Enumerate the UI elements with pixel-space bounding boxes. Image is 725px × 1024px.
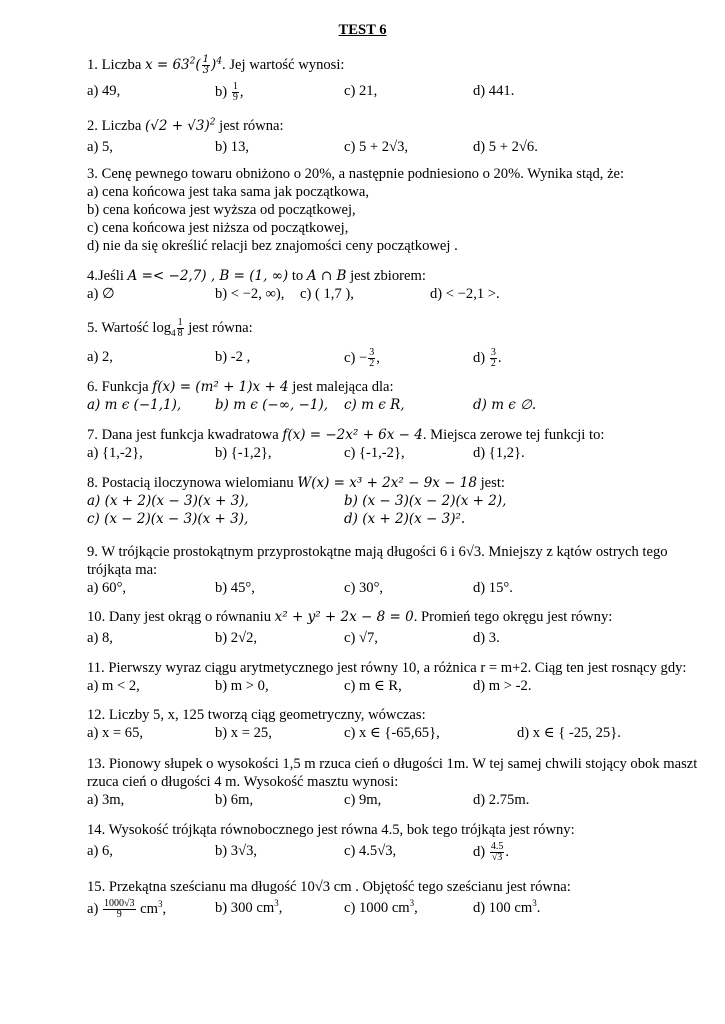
option-b: b) < −2, ∞),: [215, 286, 285, 302]
option-a: a) 3m,: [87, 792, 125, 808]
option-c: c) 4.5√3,: [344, 843, 397, 859]
option-d: d) (x + 2)(x − 3)².: [344, 511, 466, 527]
option-c: c) 30°,: [344, 580, 384, 596]
question-15-options: [87, 899, 687, 923]
question-8-options-ab: [87, 492, 687, 510]
question-13: [87, 755, 698, 809]
option-c: c) − $\frac{3}{2}$ ,: [344, 346, 380, 369]
option-d: d) nie da się określić relacji bez znajomości ceny początkowej .: [87, 238, 458, 254]
option-a: a) 6,: [87, 843, 113, 859]
question-2-stem: 2. Liczba $(√2 + √3)^2$ jest równa:: [87, 117, 284, 134]
option-b: b) m ϵ (−∞, −1),: [215, 397, 329, 413]
question-2-options: [87, 138, 687, 156]
option-b: b) -2 ,: [215, 348, 251, 365]
question-14-stem: 14. Wysokość trójkąta równobocznego jest równa 4.5, bok tego trójkąta jest równy:: [87, 822, 575, 838]
option-a: a) m < 2,: [87, 678, 140, 694]
question-8-options-cd: [87, 510, 687, 528]
option-d: d) 3.: [473, 630, 500, 646]
question-15-stem: 15. Przekątna sześcianu ma długość 10√3 cm . Objętość tego sześcianu jest równa:: [87, 879, 571, 895]
option-a: a) cena końcowa jest taka sama jak początkowa,: [87, 184, 370, 200]
option-d: d) 100 $cm^3$.: [473, 898, 541, 916]
question-6-options: [87, 396, 687, 414]
option-a: a) 49,: [87, 83, 121, 99]
question-5-options: [87, 348, 687, 372]
option-b: b) (x − 3)(x − 2)(x + 2),: [344, 493, 507, 509]
option-c: c) √7,: [344, 630, 378, 646]
question-12: [87, 706, 687, 742]
option-a: a) m ϵ (−1,1),: [87, 397, 182, 413]
question-7: [87, 426, 687, 462]
question-2: [87, 117, 687, 156]
question-3-stem: 3. Cenę pewnego towaru obniżono o 20%, a następnie podniesiono o 20%. Wynika stąd, że:: [87, 166, 625, 182]
question-4-stem: 4.Jeśli A =< −2,7) , B = (1, ∞) to A ∩ B jest zbiorem:: [87, 268, 426, 284]
option-a: a) x = 65,: [87, 725, 144, 741]
option-a: a) ∅: [87, 286, 115, 302]
option-b: b) 2√2,: [215, 630, 258, 646]
question-15: [87, 878, 687, 923]
option-c: c) ( 1,7 ),: [300, 286, 354, 302]
question-1: [87, 55, 687, 106]
question-14-options: [87, 842, 687, 866]
option-b: b) 13,: [215, 139, 250, 155]
option-a: a) 2,: [87, 348, 113, 365]
q1-fraction: $\frac{1}{3}$: [202, 54, 210, 76]
option-b: b) 300 $cm^3$,: [215, 898, 283, 916]
question-6: [87, 378, 687, 414]
option-b: b) m > 0,: [215, 678, 269, 694]
question-1-options: [87, 82, 687, 106]
option-d: d) 2.75m.: [473, 792, 530, 808]
option-c: c) 21,: [344, 83, 378, 99]
option-d: d) $\frac{4.5}{√3}$ .: [473, 841, 509, 863]
option-c: c) 5 + 2√3,: [344, 139, 409, 155]
question-9: [87, 543, 687, 597]
option-b: b) 6m,: [215, 792, 254, 808]
option-d: d) 441.: [473, 83, 515, 99]
option-d: d) m ϵ ∅.: [473, 397, 537, 413]
option-c: c) x ∈ {-65,65},: [344, 725, 440, 741]
option-d: d) x ∈ { -25, 25}.: [517, 725, 621, 741]
q1-expression: $x = 63^2$( $\frac{1}{3}$ )$^4$: [144, 54, 223, 76]
page-title: TEST 6: [338, 22, 387, 38]
question-10: [87, 608, 687, 647]
option-c: c) cena końcowa jest niższa od początkowej,: [87, 220, 349, 236]
question-9-stem-line-2: trójkąta ma:: [87, 562, 158, 578]
question-11-stem: 11. Pierwszy wyraz ciągu arytmetycznego jest równy 10, a różnica r = m+2. Ciąg ten jest rosnący gdy:: [87, 660, 687, 676]
option-a: a) 8,: [87, 630, 113, 646]
option-d: d) 5 + 2√6.: [473, 139, 538, 155]
question-5: [87, 318, 687, 372]
question-9-options: [87, 579, 687, 597]
option-c: c) m ϵ R,: [344, 397, 405, 413]
question-14: [87, 821, 687, 866]
option-a: a) 5,: [87, 139, 113, 155]
option-c: c) 9m,: [344, 792, 382, 808]
question-12-stem: 12. Liczby 5, x, 125 tworzą ciąg geometryczny, wówczas:: [87, 707, 426, 723]
question-4-options: [87, 285, 687, 303]
question-7-stem: 7. Dana jest funkcja kwadratowa f(x) = −2x² + 6x − 4. Miejsca zerowe tej funkcji to:: [87, 427, 605, 443]
question-4: [87, 267, 687, 303]
option-a: a) {1,-2},: [87, 445, 143, 461]
question-6-stem: 6. Funkcja f(x) = (m² + 1)x + 4 jest malejąca dla:: [87, 379, 394, 395]
option-a: a) 60°,: [87, 580, 127, 596]
question-13-stem-line-1: 13. Pionowy słupek o wysokości 1,5 m rzuca cień o długości 1m. W tej samej chwili stojący obok maszt: [87, 756, 698, 772]
question-9-stem-line-1: 9. W trójkącie prostokątnym przyprostokątne mają długości 6 i 6√3. Mniejszy z kątów ostrych tego: [87, 544, 668, 560]
question-3: [87, 165, 687, 255]
question-1-stem: 1. Liczba $x = 63^2$( $\frac{1}{3}$ )$^4$. Jej wartość wynosi:: [87, 54, 345, 76]
question-10-stem: 10. Dany jest okrąg o równaniu x² + y² + 2x − 8 = 0. Promień tego okręgu jest równy:: [87, 609, 613, 625]
option-d: d) < −2,1 >.: [430, 286, 500, 302]
option-b: b) cena końcowa jest wyższa od początkowej,: [87, 202, 356, 218]
question-12-options: [87, 724, 687, 742]
option-d: d) {1,2}.: [473, 445, 525, 461]
question-10-options: [87, 629, 687, 647]
question-8-stem: 8. Postacią iloczynowa wielomianu W(x) = x³ + 2x² − 9x − 18 jest:: [87, 475, 505, 491]
question-5-stem: 5. Wartość $\log_4$ $\frac{1}{8}$ jest równa:: [87, 317, 253, 339]
option-b: b) 3√3,: [215, 843, 258, 859]
option-b: b) 45°,: [215, 580, 255, 596]
question-8: [87, 474, 687, 528]
option-d: d) $\frac{3}{2}$ .: [473, 346, 502, 369]
question-11-options: [87, 677, 687, 695]
option-c: c) m ∈ R,: [344, 678, 402, 694]
option-c: c) 1000 $cm^3$,: [344, 898, 418, 916]
question-7-options: [87, 444, 687, 462]
question-11: [87, 659, 687, 695]
option-b: b) x = 25,: [215, 725, 272, 741]
option-a: a) $\frac{1000√3}{9}$ $cm^3$,: [87, 898, 167, 920]
option-b: b) {-1,2},: [215, 445, 272, 461]
option-c: c) (x − 2)(x − 3)(x + 3),: [87, 511, 249, 527]
option-b: b) $\frac{1}{9}$ ,: [215, 81, 244, 103]
question-13-options: [87, 791, 687, 809]
option-d: d) m > -2.: [473, 678, 532, 694]
option-d: d) 15°.: [473, 580, 513, 596]
option-a: a) (x + 2)(x − 3)(x + 3),: [87, 493, 249, 509]
question-13-stem-line-2: rzuca cień o długości 4 m. Wysokość masztu wynosi:: [87, 774, 399, 790]
option-c: c) {-1,-2},: [344, 445, 405, 461]
